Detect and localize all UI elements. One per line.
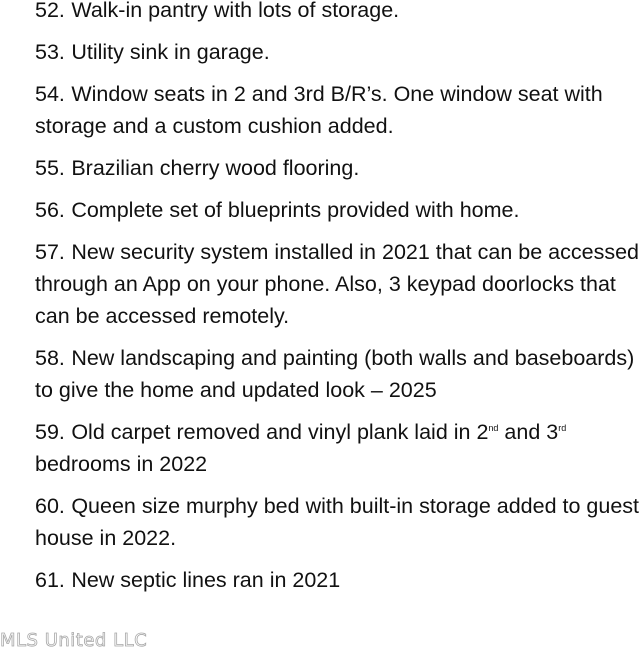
feature-list	[35, 0, 640, 606]
list-item	[35, 152, 640, 184]
item-text: bedrooms in 2022	[35, 452, 208, 476]
item-text: Queen size murphy bed with built-in storage added to guest house in 2022.	[35, 494, 640, 550]
list-item	[35, 194, 640, 226]
item-text: Brazilian cherry wood flooring.	[71, 156, 360, 180]
list-item	[35, 236, 640, 332]
item-text: New security system installed in 2021 that can be accessed through an App on your phone. Also, 3 keypad doorlocks that can be accessed remotely.	[35, 240, 639, 328]
list-item	[35, 416, 640, 480]
item-text: Window seats in 2 and 3rd B/R’s. One window seat with storage and a custom cushion added.	[35, 82, 603, 138]
item-number: 52.	[35, 0, 65, 22]
item-number: 59.	[35, 420, 65, 444]
list-item	[35, 342, 640, 406]
item-number: 55.	[35, 156, 65, 180]
item-number: 57.	[35, 240, 65, 264]
item-text: and 3	[498, 420, 559, 444]
list-item	[35, 564, 640, 596]
item-number: 58.	[35, 346, 65, 370]
item-number: 53.	[35, 40, 65, 64]
item-number: 56.	[35, 198, 65, 222]
list-item	[35, 36, 640, 68]
item-text: Utility sink in garage.	[71, 40, 270, 64]
item-number: 54.	[35, 82, 65, 106]
item-text: New septic lines ran in 2021	[71, 568, 341, 592]
watermark: MLS United LLC	[0, 630, 148, 651]
item-number: 61.	[35, 568, 65, 592]
list-item	[35, 78, 640, 142]
ordinal-suffix: rd	[558, 422, 567, 433]
item-text: New landscaping and painting (both walls and baseboards) to give the home and updated look – 2025	[35, 346, 635, 402]
ordinal-suffix: nd	[488, 422, 499, 433]
item-number: 60.	[35, 494, 65, 518]
list-item	[35, 0, 640, 26]
list-item	[35, 490, 640, 554]
item-text: Old carpet removed and vinyl plank laid in 2	[71, 420, 489, 444]
item-text: Complete set of blueprints provided with home.	[71, 198, 520, 222]
item-text: Walk-in pantry with lots of storage.	[71, 0, 400, 22]
